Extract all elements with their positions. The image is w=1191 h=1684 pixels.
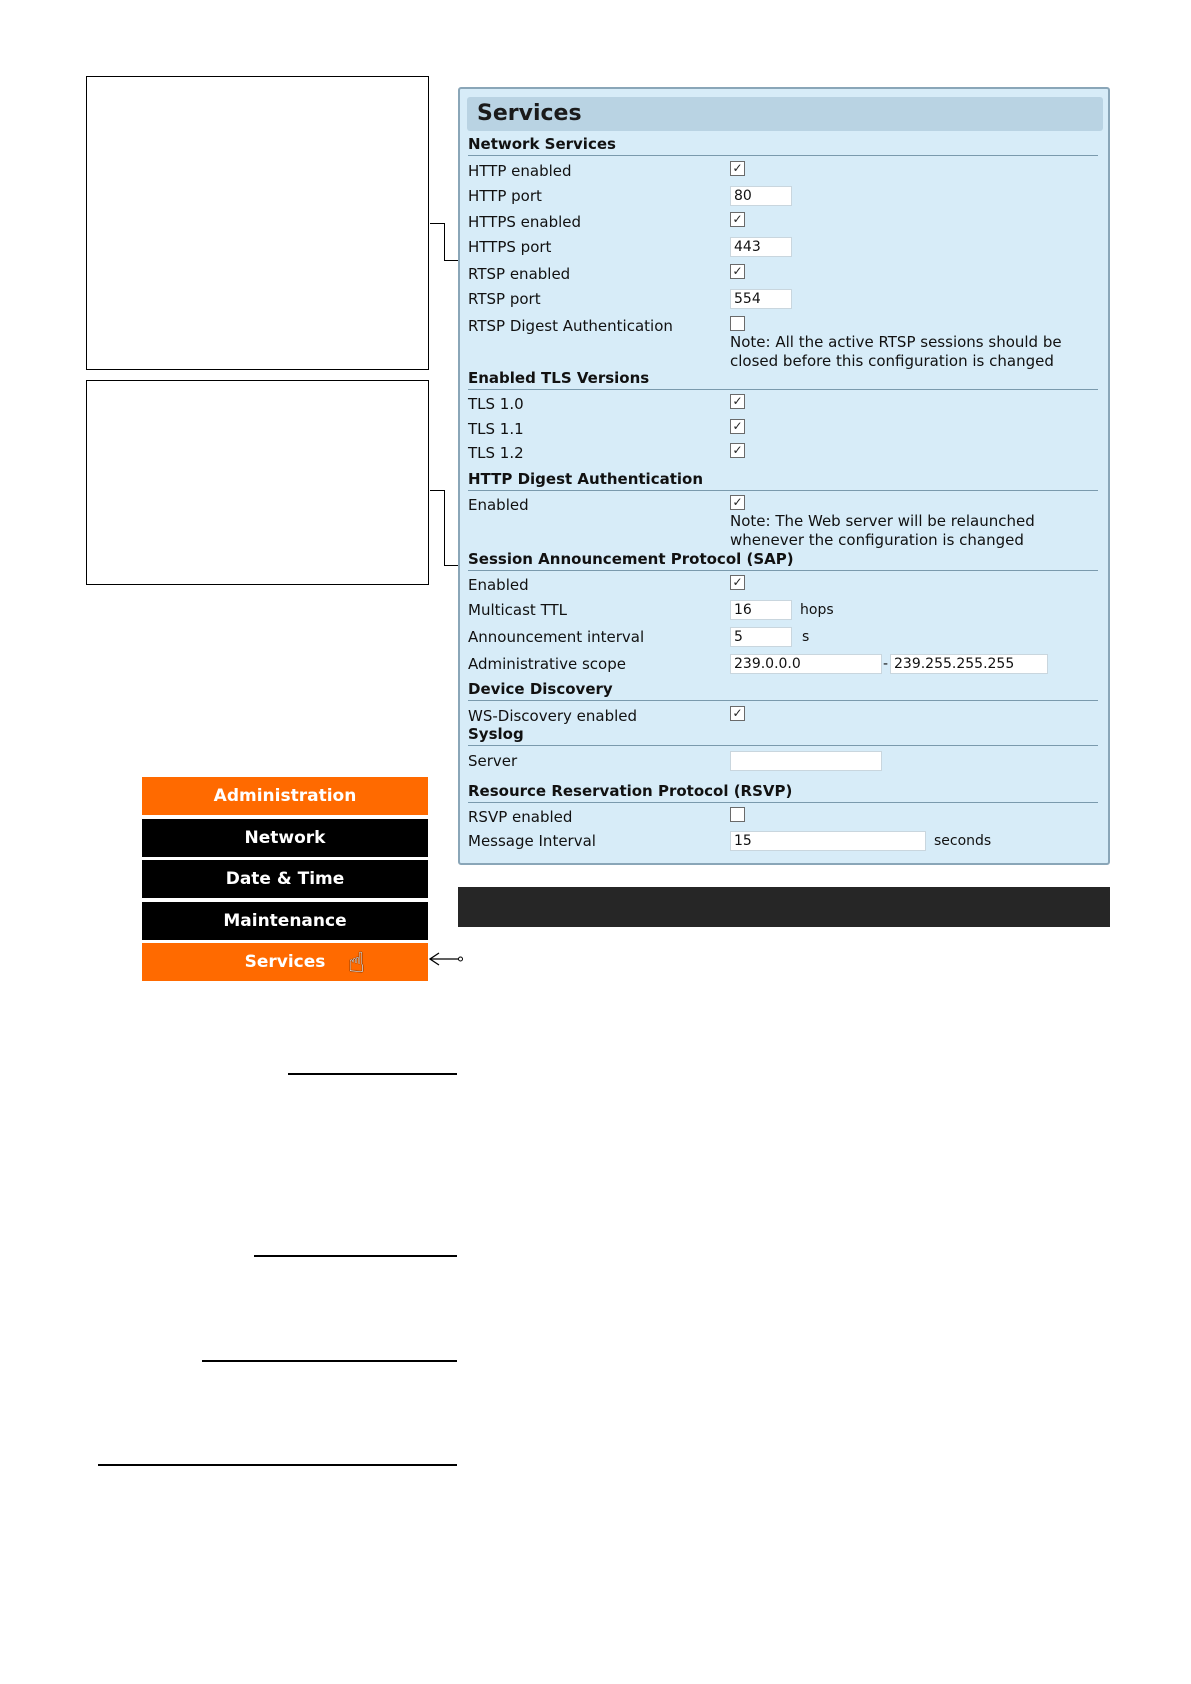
- tls11-checkbox[interactable]: ✓: [730, 419, 745, 434]
- rsvp-enabled-checkbox[interactable]: [730, 807, 745, 822]
- menu-item-services[interactable]: [142, 943, 428, 981]
- label-digest-enabled: Enabled: [468, 496, 529, 514]
- section-network-services: Network Services: [468, 135, 1098, 156]
- menu-item-administration[interactable]: Administration: [142, 777, 428, 815]
- rtsp-digest-checkbox[interactable]: [730, 316, 745, 331]
- https-enabled-checkbox[interactable]: ✓: [730, 212, 745, 227]
- section-rsvp: Resource Reservation Protocol (RSVP): [468, 782, 1098, 803]
- connector-line: [430, 223, 444, 224]
- http-enabled-checkbox[interactable]: ✓: [730, 161, 745, 176]
- callout-box-network-services: [86, 76, 429, 370]
- label-rtsp-port: RTSP port: [468, 290, 541, 308]
- section-syslog: Syslog: [468, 725, 1098, 746]
- panel-title: Services: [467, 97, 1103, 131]
- multicast-ttl-input[interactable]: 16: [730, 600, 792, 620]
- label-https-port: HTTPS port: [468, 238, 552, 256]
- hops-unit: hops: [800, 602, 834, 618]
- label-admin-scope: Administrative scope: [468, 655, 626, 673]
- label-sap-enabled: Enabled: [468, 576, 529, 594]
- divider: [98, 1464, 457, 1466]
- syslog-server-input[interactable]: [730, 751, 882, 771]
- section-http-digest: HTTP Digest Authentication: [468, 470, 1098, 491]
- admin-scope-from-input[interactable]: 239.0.0.0: [730, 654, 882, 674]
- label-rtsp-digest: RTSP Digest Authentication: [468, 317, 673, 335]
- web-note-line2: whenever the configuration is changed: [730, 531, 1024, 549]
- label-http-port: HTTP port: [468, 187, 542, 205]
- tls10-checkbox[interactable]: ✓: [730, 394, 745, 409]
- label-message-interval: Message Interval: [468, 832, 596, 850]
- label-announcement-interval: Announcement interval: [468, 628, 645, 646]
- label-http-enabled: HTTP enabled: [468, 162, 572, 180]
- services-panel: [458, 87, 1110, 865]
- digest-enabled-checkbox[interactable]: ✓: [730, 495, 745, 510]
- sap-enabled-checkbox[interactable]: ✓: [730, 575, 745, 590]
- label-rtsp-enabled: RTSP enabled: [468, 265, 571, 283]
- menu-item-date-time[interactable]: Date & Time: [142, 860, 428, 898]
- http-port-input[interactable]: 80: [730, 186, 792, 206]
- rtsp-note-line1: Note: All the active RTSP sessions should be: [730, 333, 1062, 351]
- label-tls10: TLS 1.0: [468, 395, 524, 413]
- rtsp-note-line2: closed before this configuration is changed: [730, 352, 1054, 370]
- section-device-discovery: Device Discovery: [468, 680, 1098, 701]
- label-https-enabled: HTTPS enabled: [468, 213, 582, 231]
- label-multicast-ttl: Multicast TTL: [468, 601, 567, 619]
- section-tls-versions: Enabled TLS Versions: [468, 369, 1098, 390]
- label-rsvp-enabled: RSVP enabled: [468, 808, 573, 826]
- label-ws-discovery: WS-Discovery enabled: [468, 707, 638, 725]
- divider: [254, 1255, 457, 1257]
- section-sap: Session Announcement Protocol (SAP): [468, 550, 1098, 571]
- divider: [288, 1073, 457, 1075]
- rtsp-enabled-checkbox[interactable]: ✓: [730, 264, 745, 279]
- message-interval-unit: seconds: [934, 833, 992, 849]
- dark-bar: [458, 887, 1110, 927]
- seconds-unit: s: [802, 629, 810, 645]
- tls12-checkbox[interactable]: ✓: [730, 443, 745, 458]
- arrow-icon: [428, 952, 464, 966]
- hand-cursor-icon: ☝: [348, 946, 366, 979]
- announcement-interval-input[interactable]: 5: [730, 627, 792, 647]
- menu-item-maintenance[interactable]: Maintenance: [142, 902, 428, 940]
- callout-box-http-digest: [86, 380, 429, 585]
- label-tls12: TLS 1.2: [468, 444, 524, 462]
- https-port-input[interactable]: 443: [730, 237, 792, 257]
- label-server: Server: [468, 752, 518, 770]
- admin-scope-to-input[interactable]: 239.255.255.255: [890, 654, 1048, 674]
- ws-discovery-checkbox[interactable]: ✓: [730, 706, 745, 721]
- divider: [202, 1360, 457, 1362]
- message-interval-input[interactable]: 15: [730, 831, 926, 851]
- web-note-line1: Note: The Web server will be relaunched: [730, 512, 1035, 530]
- menu-item-network[interactable]: Network: [142, 819, 428, 857]
- scope-separator: -: [883, 656, 889, 672]
- connector-line: [444, 490, 445, 565]
- menu-item-services-label: Services: [244, 952, 326, 972]
- connector-line: [444, 223, 445, 260]
- label-tls11: TLS 1.1: [468, 420, 524, 438]
- connector-line: [430, 490, 444, 491]
- rtsp-port-input[interactable]: 554: [730, 289, 792, 309]
